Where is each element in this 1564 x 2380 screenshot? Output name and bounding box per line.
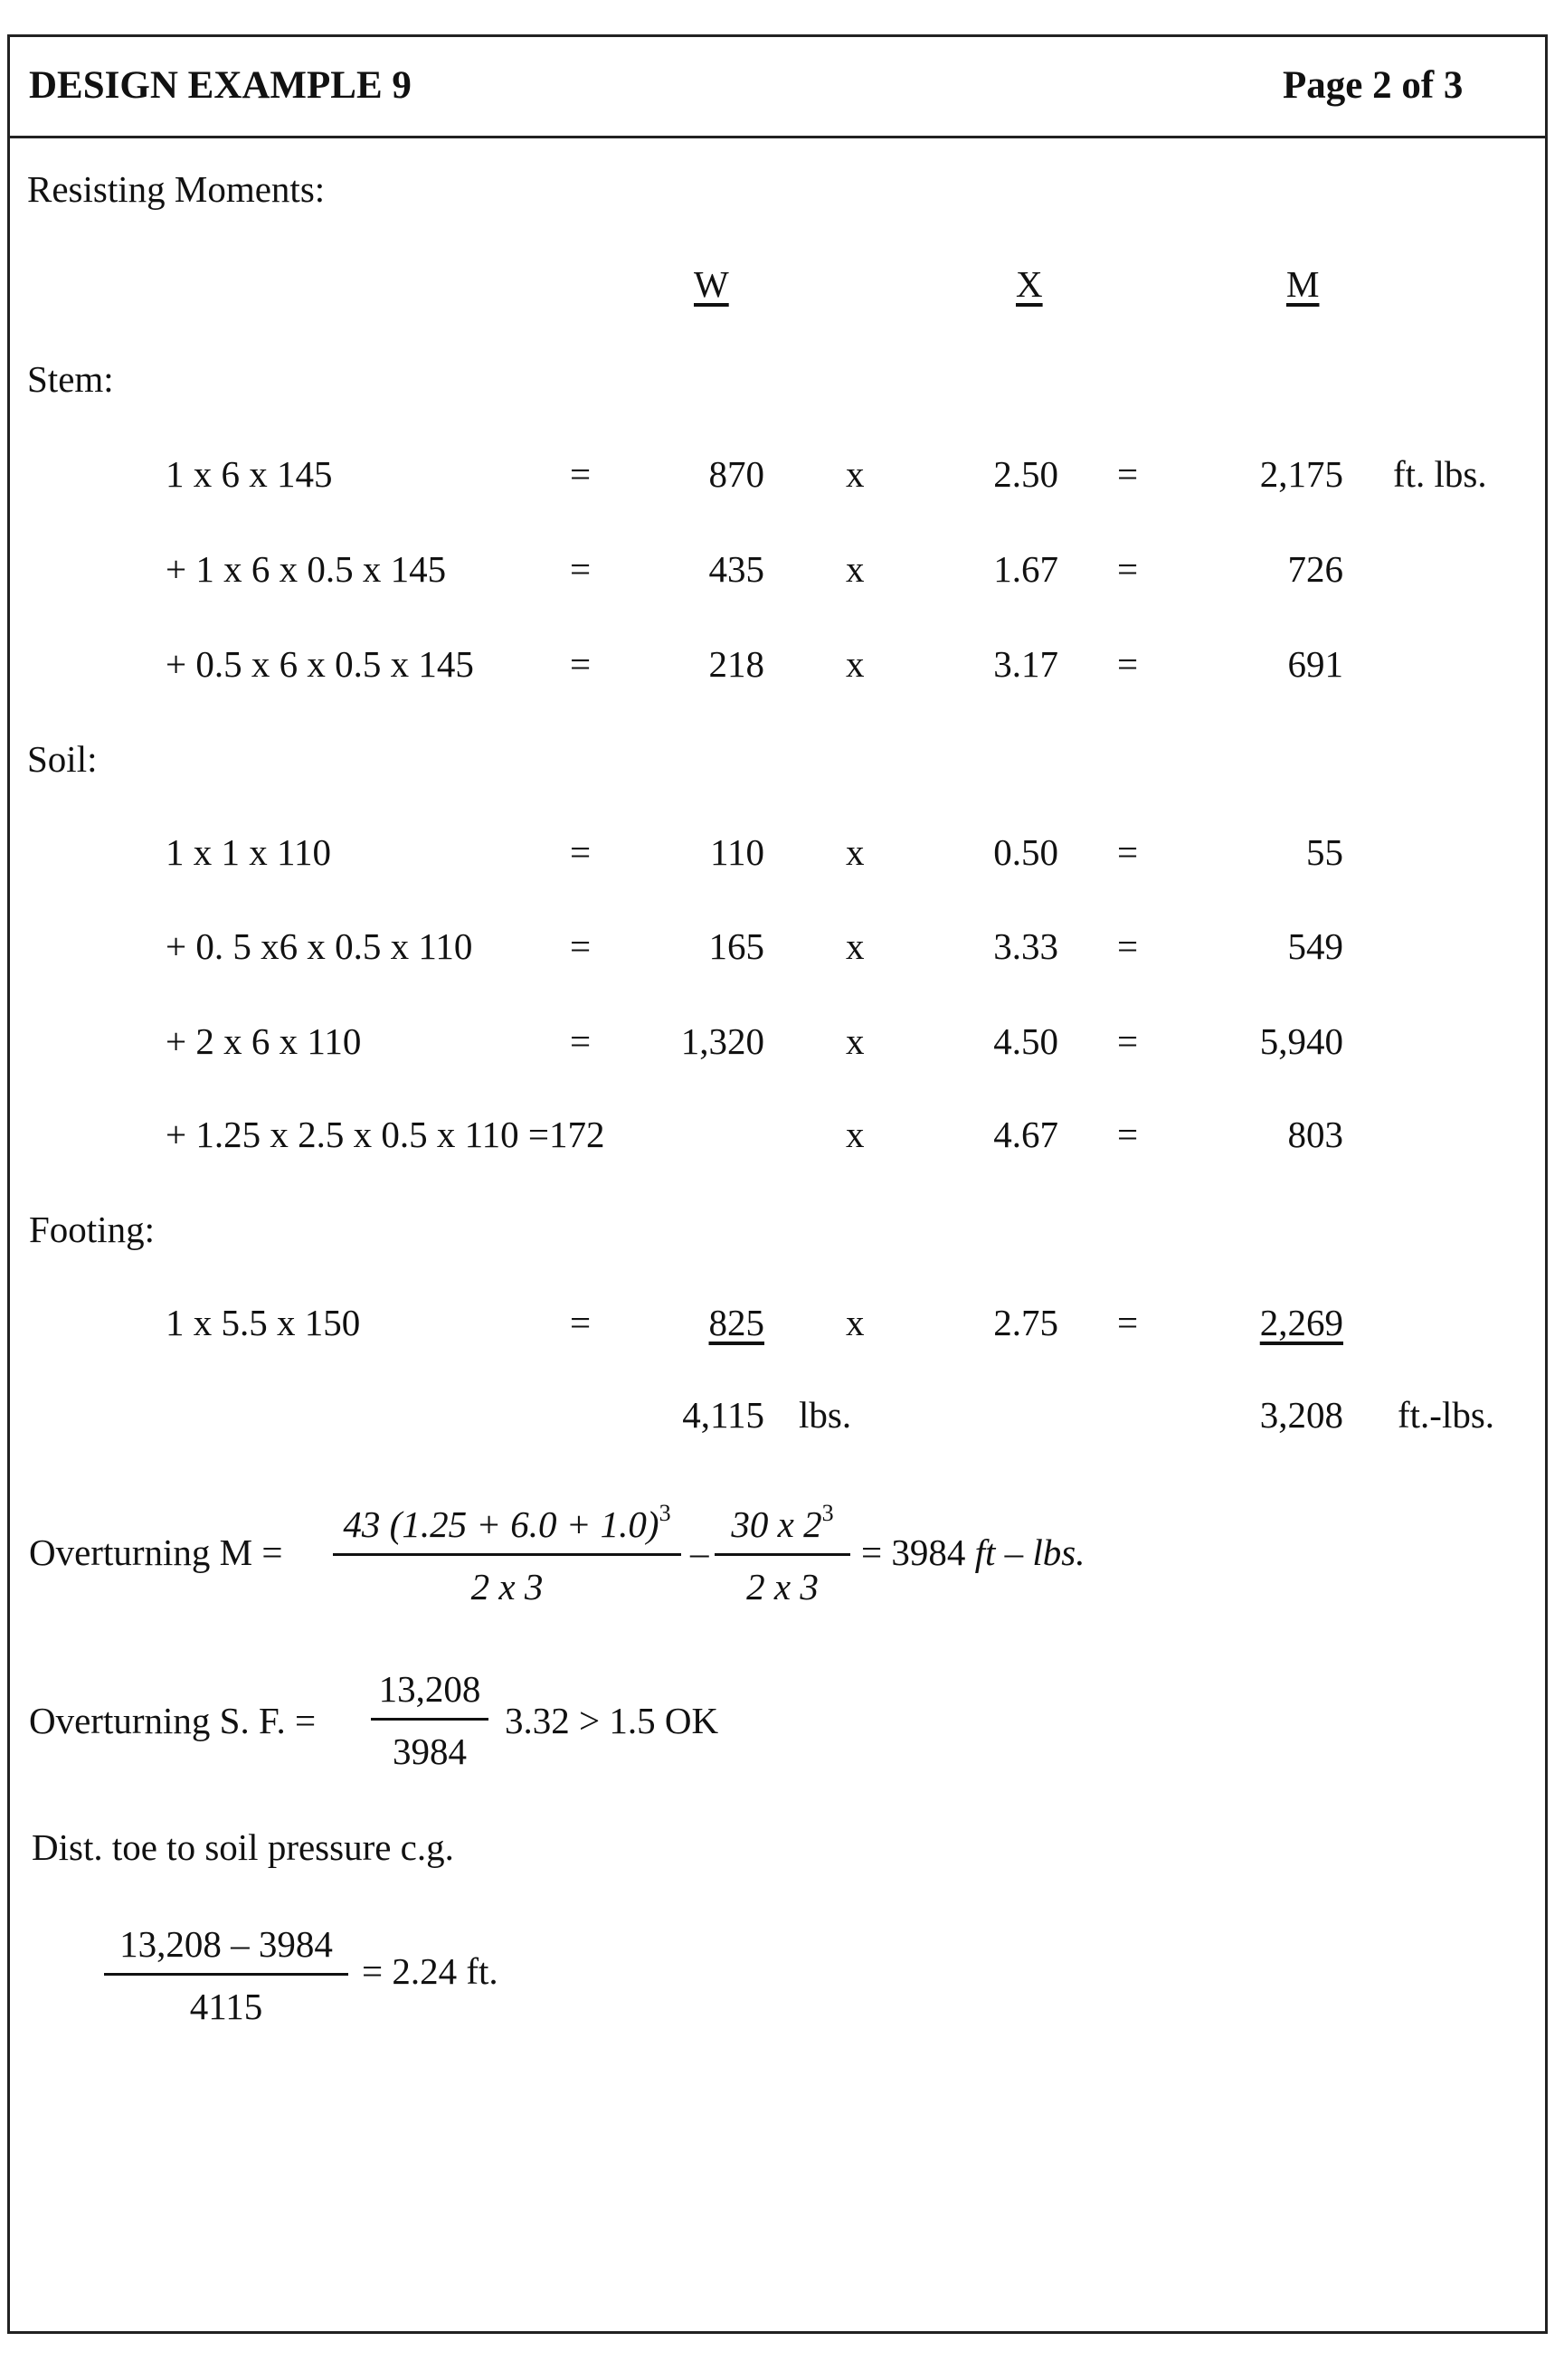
row-equals-1: = — [570, 643, 592, 685]
fraction-bar — [715, 1553, 850, 1556]
column-header-m: M — [1286, 263, 1320, 305]
document-title: DESIGN EXAMPLE 9 — [29, 64, 412, 107]
row-expression: + 0. 5 x6 x 0.5 x 110 — [166, 925, 473, 967]
row-arm: 0.50 — [993, 831, 1058, 873]
row-expression: + 1.25 x 2.5 x 0.5 x 110 =172 — [166, 1114, 605, 1155]
fraction-bar — [333, 1553, 681, 1556]
fraction-1-numerator: 43 (1.25 + 6.0 + 1.0) — [343, 1503, 659, 1545]
row-arm: 2.75 — [993, 1302, 1058, 1343]
row-weight: 110 — [710, 831, 764, 873]
row-arm: 4.67 — [993, 1114, 1058, 1155]
row-moment: 549 — [1287, 925, 1343, 967]
overturning-m-unit: ft – lbs. — [974, 1531, 1085, 1573]
overturning-m-label: Overturning M = — [29, 1531, 283, 1573]
overturning-sf-label: Overturning S. F. = — [29, 1700, 317, 1741]
row-equals-2: = — [1117, 643, 1139, 685]
overturning-m-value: = 3984 — [861, 1531, 966, 1573]
row-weight: 825 — [708, 1302, 764, 1343]
row-equals-1: = — [570, 1020, 592, 1062]
overturning-m-fraction-2 — [715, 1500, 850, 1608]
row-equals-1: = — [570, 548, 592, 590]
sf-denominator: 3984 — [393, 1730, 467, 1772]
row-times: x — [846, 643, 865, 685]
column-header-w: W — [694, 263, 729, 305]
fraction-1-exponent: 3 — [659, 1500, 671, 1526]
row-moment: 5,940 — [1259, 1020, 1343, 1062]
row-equals-2: = — [1117, 548, 1139, 590]
total-moment-unit: ft.-lbs. — [1398, 1394, 1495, 1436]
dist-fraction — [104, 1922, 348, 2028]
sf-numerator: 13,208 — [378, 1668, 481, 1710]
page-number: Page 2 of 3 — [1283, 64, 1464, 107]
section-label-footing: Footing: — [29, 1209, 155, 1250]
fraction-bar — [104, 1973, 348, 1976]
row-expression: + 2 x 6 x 110 — [166, 1020, 362, 1062]
fraction-bar — [371, 1718, 488, 1721]
row-times: x — [846, 925, 865, 967]
fraction-2-numerator: 30 x 2 — [731, 1503, 822, 1545]
row-equals-1: = — [570, 1302, 592, 1343]
row-moment: 803 — [1287, 1114, 1343, 1155]
row-equals-2: = — [1117, 1020, 1139, 1062]
row-moment: 2,269 — [1259, 1302, 1343, 1343]
row-equals-1: = — [570, 453, 592, 495]
row-expression: 1 x 6 x 145 — [166, 453, 333, 495]
minus-sign: – — [690, 1531, 709, 1573]
overturning-sf-fraction — [371, 1667, 488, 1773]
row-weight: 165 — [708, 925, 764, 967]
row-times: x — [846, 548, 865, 590]
row-weight: 435 — [708, 548, 764, 590]
row-arm: 3.17 — [993, 643, 1058, 685]
row-arm: 2.50 — [993, 453, 1058, 495]
section-label-stem: Stem: — [27, 358, 114, 400]
overturning-m-result — [861, 1531, 1085, 1574]
row-equals-2: = — [1117, 831, 1139, 873]
row-expression: + 0.5 x 6 x 0.5 x 145 — [166, 643, 474, 685]
row-expression: 1 x 5.5 x 150 — [166, 1302, 361, 1343]
fraction-2-denominator: 2 x 3 — [746, 1566, 819, 1607]
row-arm: 4.50 — [993, 1020, 1058, 1062]
row-weight: 870 — [708, 453, 764, 495]
dist-numerator: 13,208 – 3984 — [119, 1923, 333, 1965]
row-equals-1: = — [570, 831, 592, 873]
overturning-sf-result: 3.32 > 1.5 OK — [505, 1700, 719, 1741]
row-moment: 726 — [1287, 548, 1343, 590]
row-unit: ft. lbs. — [1393, 453, 1487, 495]
fraction-1-denominator: 2 x 3 — [470, 1566, 544, 1607]
row-moment: 691 — [1287, 643, 1343, 685]
row-weight: 1,320 — [680, 1020, 764, 1062]
row-equals-2: = — [1117, 925, 1139, 967]
overturning-m-fraction-1 — [333, 1500, 681, 1608]
dist-label: Dist. toe to soil pressure c.g. — [32, 1826, 454, 1868]
total-weight: 4,115 — [682, 1394, 764, 1436]
row-equals-2: = — [1117, 1114, 1139, 1155]
row-arm: 3.33 — [993, 925, 1058, 967]
fraction-2-exponent: 3 — [821, 1500, 834, 1526]
total-weight-unit: lbs. — [799, 1394, 852, 1436]
total-moment: 3,208 — [1259, 1394, 1343, 1436]
section-label-soil: Soil: — [27, 738, 98, 780]
row-times: x — [846, 1302, 865, 1343]
row-weight: 218 — [708, 643, 764, 685]
row-times: x — [846, 831, 865, 873]
row-moment: 55 — [1306, 831, 1343, 873]
section-intro: Resisting Moments: — [27, 168, 326, 210]
row-expression: + 1 x 6 x 0.5 x 145 — [166, 548, 447, 590]
dist-result: = 2.24 ft. — [362, 1950, 498, 1992]
row-times: x — [846, 1020, 865, 1062]
row-expression: 1 x 1 x 110 — [166, 831, 331, 873]
row-moment: 2,175 — [1259, 453, 1343, 495]
row-arm: 1.67 — [993, 548, 1058, 590]
row-times: x — [846, 453, 865, 495]
dist-denominator: 4115 — [189, 1986, 263, 2027]
row-equals-1: = — [570, 925, 592, 967]
column-header-x: X — [1016, 263, 1043, 305]
row-equals-2: = — [1117, 1302, 1139, 1343]
header-divider — [7, 136, 1548, 138]
row-times: x — [846, 1114, 865, 1155]
row-equals-2: = — [1117, 453, 1139, 495]
